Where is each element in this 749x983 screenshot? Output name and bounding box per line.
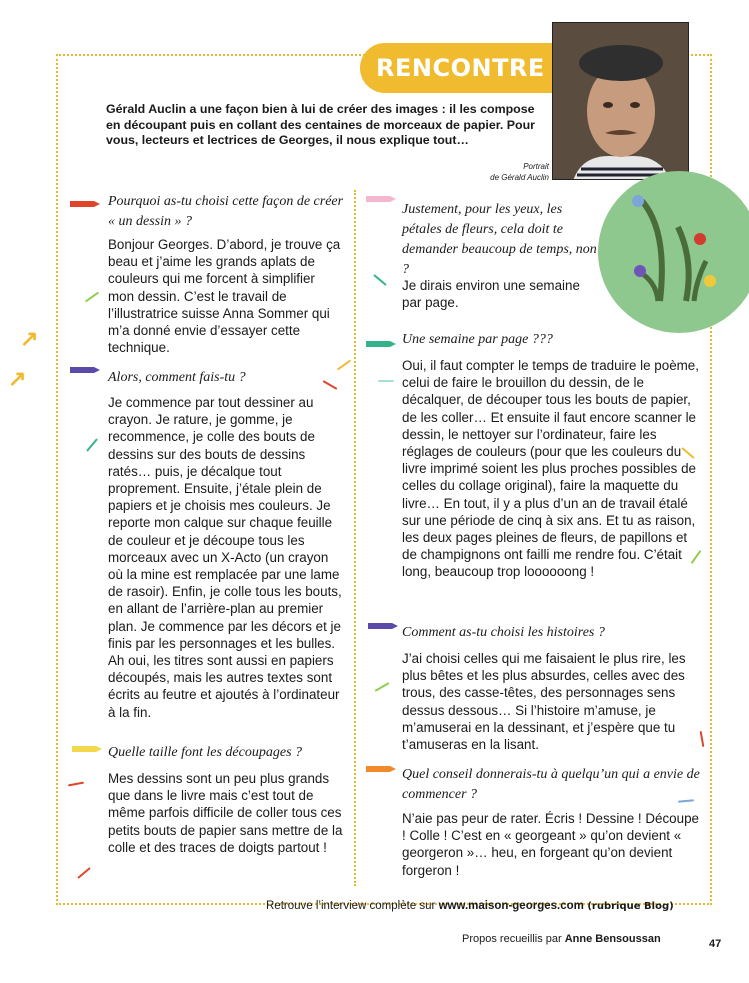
decorative-dash xyxy=(378,380,394,382)
question-4: Justement, pour les yeux, les pétales de fleurs, cela doit te demander beaucoup de temps, non ? xyxy=(402,202,597,277)
column-divider xyxy=(354,190,356,886)
page-number: 47 xyxy=(709,938,722,950)
question-5: Une semaine par page ??? xyxy=(402,332,553,347)
credit-prefix: Propos recueillis par xyxy=(462,933,565,945)
pencil-icon xyxy=(368,622,398,630)
question-7: Quel conseil donnerais-tu à quelqu’un qui a envie de commencer ? xyxy=(402,767,700,802)
caption-line-2: de Gérald Auclin xyxy=(490,173,549,182)
website-link[interactable]: www.maison-georges.com xyxy=(438,900,584,912)
arrow-decoration: ↗ xyxy=(8,366,27,391)
answer-5: Oui, il faut compter le temps de traduire le poème, celui de faire le brouillon du dessin, de le décalquer, de découper tous les bouts de papier, de les coller… Et ensuite il faut encore scanner le dessin, le nettoyer sur l’ordinateur, faire les réglages de couleurs (pour que les couleurs du livre imprimé soient les plus proches possibles de celles du collage original), faire la maquette du livre… En tout, il y a plus d’un an de travail étalé sur une période de cinq à six ans. Et tu as raison, les deux pages pleines de fleurs, de papillons et de champignons ont failli me rendre fou. C’était long, beaucoup trop loooooong ! xyxy=(402,358,699,580)
answer-6: J’ai choisi celles qui me faisaient le plus rire, les plus bêtes et les plus absurdes, celles avec des trous, des casse-têtes, des personnages sens dessus dessous… Si l’histoire m’amuse, je m’amuserai en la dessinant, et j’espère que tu t’amuseras en la lisant. xyxy=(402,651,686,753)
pencil-icon xyxy=(72,745,102,753)
pencil-icon xyxy=(70,366,100,374)
pencil-icon xyxy=(366,340,396,348)
answer-3: Mes dessins sont un peu plus grands que dans le livre mais c’est tout de même parfois difficile de coller tous ces petits bouts de papier sans mettre de la colle et des traces de doigts partout ! xyxy=(108,771,343,855)
question-6: Comment as-tu choisi les histoires ? xyxy=(402,625,605,640)
question-3: Quelle taille font les découpages ? xyxy=(108,745,303,760)
answer-1: Bonjour Georges. D’abord, je trouve ça beau et j’aime les grands aplats de couleurs qui me forcent à simplifier mon dessin. C’est le travail de l’illustratrice suisse Anna Sommer qui m’a donné envie d’essayer cette technique. xyxy=(108,237,341,356)
credit-name: Anne Bensoussan xyxy=(564,933,661,945)
pencil-icon xyxy=(366,195,396,203)
arrow-decoration: ↗ xyxy=(20,326,39,351)
answer-4: Je dirais environ une semaine par page. xyxy=(402,278,580,311)
pencil-icon xyxy=(70,200,100,208)
answer-7: N’aie pas peur de rater. Écris ! Dessine ! Découpe ! Colle ! C’est en « georgeant » qu’on devient « georgeron »… heu, en forgeant qu’on devient forgeron ! xyxy=(402,811,699,878)
footer-suffix: (rubrique Blog) xyxy=(583,901,674,912)
question-1: Pourquoi as-tu choisi cette façon de créer « un dessin » ? xyxy=(108,194,344,229)
portrait-caption xyxy=(490,161,549,183)
flower-illustration xyxy=(598,171,749,333)
credit-line xyxy=(462,933,661,945)
pencil-icon xyxy=(366,765,396,773)
section-badge: RENCONTRE xyxy=(360,43,555,93)
portrait-photo xyxy=(552,22,689,180)
footer-link-line xyxy=(266,900,674,912)
answer-2: Je commence par tout dessiner au crayon. Je rature, je gomme, je recommence, je colle des bouts de dessins sur des bouts de dessins ratés… puis, je décalque tout proprement. Ensuite, j’étale plein de papiers et je choisis mes couleurs. Je reporte mon calque sur chaque feuille de couleur et je découpe tous les morceaux avec un X-Acto (un crayon où la mine est remplacée par une lame de rasoir). Enfin, je colle tous les bouts, en allant de l’arrière-plan au premier plan. Je commence par les décors et je finis par les personnages et les bulles. Ah oui, les titres sont aussi en papiers découpés, mais les autres textes sont écrits au feutre et ajoutés à l’ordinateur à la fin. xyxy=(108,395,342,720)
intro-text: Gérald Auclin a une façon bien à lui de créer des images : il les compose en découpant puis en collant des centaines de morceaux de papier. Pour vous, lecteurs et lectrices de Georges, il nous explique tout… xyxy=(106,102,535,147)
caption-line-1: Portrait xyxy=(523,162,549,171)
question-2: Alors, comment fais-tu ? xyxy=(108,370,246,385)
footer-prefix: Retrouve l’interview complète sur xyxy=(266,900,439,912)
